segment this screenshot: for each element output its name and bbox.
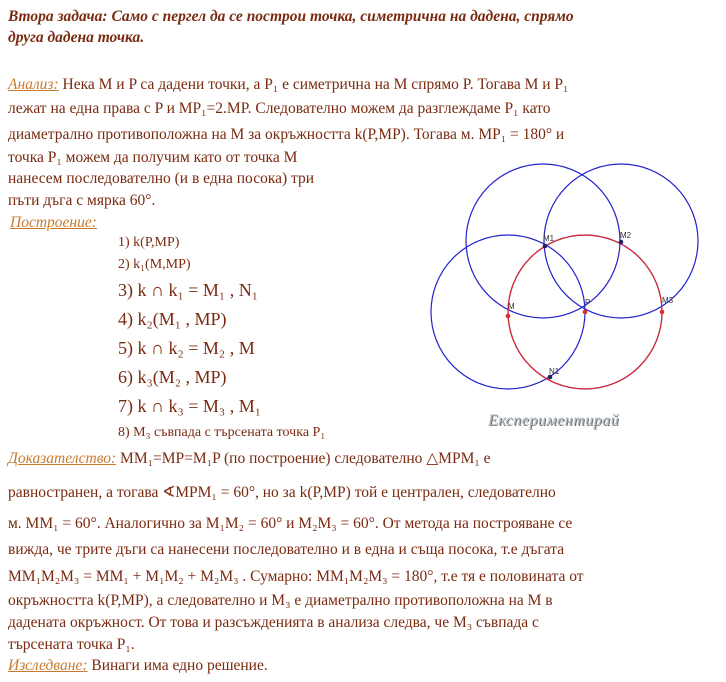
label-M3: M3: [662, 296, 674, 305]
label-N1: N1: [549, 367, 560, 376]
label-P: P: [585, 298, 591, 307]
analysis-line-3: диаметрално противоположна на M за окръжността k(P,MP). Тогава м. MP₁ = 180° и: [8, 126, 565, 143]
point-M: [506, 314, 511, 319]
construction-step-4: 4) k₂(M₁ , MP): [118, 309, 227, 329]
proof-text-1b: △MPM₁ е: [426, 450, 491, 467]
construction-step-1: 1) k(P,MP): [118, 235, 180, 250]
analysis-line-1: [8, 74, 568, 95]
construction-step-5: 5) k ∩ k₂ = M₂ , M: [118, 338, 255, 358]
construction-step-2: 2) k₁(M,MP): [118, 257, 191, 272]
point-M3: [660, 310, 665, 315]
analysis-line-2: лежат на една права с P и MP₁=2.MP. Следователно можем да разглеждаме P₁ като: [8, 100, 551, 117]
analysis-text-1: Нека M и P са дадени точки, а P₁ е симетрична на M спрямо P. Тогава M и P₁: [58, 76, 569, 93]
label-M1: M1: [543, 234, 555, 243]
proof-line-3: м. MM₁ = 60°. Аналогично за M₁M₂ = 60° и M₂M₃ = 60°. От метода на построяване се: [8, 515, 573, 532]
proof-line-7: дадената окръжност. От това и разсъжденията в анализа следва, че M₃ съвпада с: [8, 614, 539, 631]
proof-line-5: MM₁M₂M₃ = MM₁ + M₁M₂ + M₂M₃ . Сумарно: MM₁M₂M₃ = 180°, т.е тя е половината от: [8, 568, 584, 585]
construction-heading: Построение:: [10, 214, 97, 231]
research-text: Винаги има едно решение.: [87, 657, 268, 674]
proof-heading: Доказателство:: [8, 450, 117, 467]
proof-text-1a: MM₁=MP=M₁P (по построение) следователно: [116, 450, 427, 467]
construction-figure: [425, 160, 715, 420]
construction-step-6: 6) k₃(M₂ , MP): [118, 367, 227, 387]
proof-line-2: равностранен, а тогава ∢MPM₁ = 60°, но за k(P,MP) той е централен, следователно: [8, 484, 556, 501]
title-line-2: друга дадена точка.: [8, 29, 145, 46]
analysis-heading: Анализ:: [8, 76, 59, 93]
experiment-link[interactable]: Експериментирай: [488, 412, 620, 429]
point-M2: [619, 240, 624, 245]
proof-line-8: търсената точка P₁.: [8, 636, 135, 653]
analysis-line-5: нанесем последователно (и в една посока) три: [8, 170, 315, 187]
problem-title: [8, 6, 574, 48]
research-heading: Изследване:: [8, 657, 88, 674]
proof-line-1: [8, 448, 491, 469]
point-M1: [543, 244, 548, 249]
research-line: [8, 655, 268, 676]
proof-line-6: окръжността k(P,MP), а следователно и M₃ е диаметрално противоположна на M в: [8, 592, 553, 609]
title-line-1: Втора задача: Само с пергел да се построи точка, симетрична на дадена, спрямо: [8, 8, 574, 25]
proof-line-4: вижда, че трите дъги са нанесени последователно и в една и съща посока, т.е дъгата: [8, 541, 565, 558]
analysis-line-4: точка P₁ можем да получим като от точка M: [8, 149, 298, 166]
label-M: M: [508, 302, 515, 311]
construction-step-8: 8) M₃ съвпада с търсената точка P₁: [118, 425, 326, 440]
label-M2: M2: [620, 231, 632, 240]
construction-step-3: 3) k ∩ k₁ = M₁ , N₁: [118, 280, 258, 300]
point-P: [583, 310, 588, 315]
analysis-line-6: пъти дъга с мярка 60°.: [8, 192, 156, 209]
construction-step-7: 7) k ∩ k₃ = M₃ , M₁: [118, 396, 261, 416]
